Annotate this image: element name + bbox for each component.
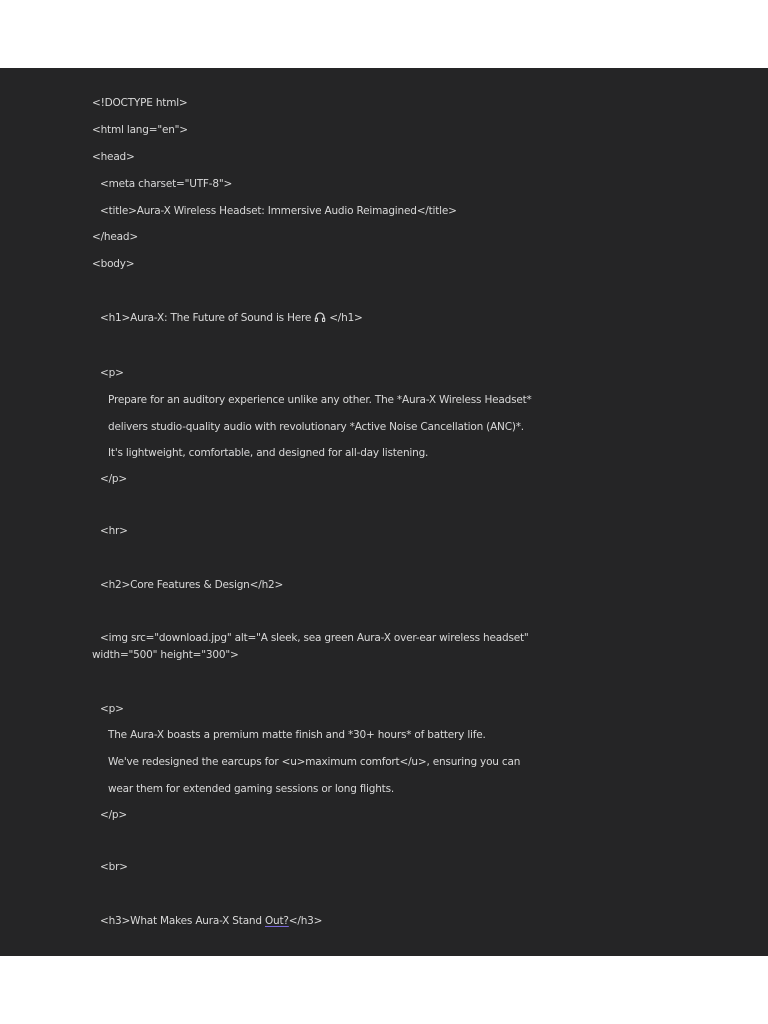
code-text: <meta charset="UTF-8"> <box>100 178 233 190</box>
code-line-doctype <box>0 96 768 110</box>
code-text: <img src="download.jpg" alt="A sleek, sea green Aura-X over-ear wireless headset" <box>100 632 529 644</box>
code-line-html-open <box>0 123 768 137</box>
code-line-head-close <box>0 230 768 244</box>
code-line-hr <box>0 524 768 538</box>
code-line-p-open <box>0 702 768 716</box>
code-line-p-close <box>0 808 768 822</box>
code-text: <!DOCTYPE html> <box>92 97 188 109</box>
code-text: width="500" height="300"> <box>92 649 239 661</box>
code-line-body-open <box>0 257 768 271</box>
code-text: <h1>Aura-X: The Future of Sound is Here <box>100 312 312 324</box>
underlined-word: Out? <box>264 915 289 927</box>
code-text: Prepare for an auditory experience unlike any other. The *Aura-X Wireless Headset* <box>108 394 532 406</box>
code-text: <p> <box>100 367 124 379</box>
code-text: delivers studio-quality audio with revolutionary *Active Noise Cancellation (ANC)*. <box>108 421 524 433</box>
code-line-p-close <box>0 472 768 486</box>
code-text: <br> <box>100 861 128 873</box>
code-line-img-size <box>0 648 768 662</box>
code-line-p1-text <box>0 446 768 460</box>
code-line-img <box>0 631 768 645</box>
code-line-p2-text <box>0 728 768 742</box>
code-text: <head> <box>92 151 135 163</box>
code-line-p2-text <box>0 782 768 796</box>
code-text: </head> <box>92 231 138 243</box>
code-text: </h3> <box>288 915 323 927</box>
code-line-h3 <box>0 914 768 928</box>
code-text: wear them for extended gaming sessions or long flights. <box>108 783 394 795</box>
code-panel <box>0 68 768 956</box>
code-line-br <box>0 860 768 874</box>
code-text: <hr> <box>100 525 128 537</box>
code-line-h1 <box>0 311 768 325</box>
headphones-icon <box>314 311 326 323</box>
code-text: <h3>What Makes Aura-X Stand <box>100 915 265 927</box>
code-text: </p> <box>100 809 127 821</box>
code-text: </p> <box>100 473 127 485</box>
code-text: </h1> <box>329 312 363 324</box>
code-line-p1-text <box>0 420 768 434</box>
code-text: <body> <box>92 258 135 270</box>
code-text: <html lang="en"> <box>92 124 188 136</box>
code-text: <h2>Core Features & Design</h2> <box>100 579 284 591</box>
code-text: <title>Aura-X Wireless Headset: Immersive Audio Reimagined</title> <box>100 205 457 217</box>
code-line-title <box>0 204 768 218</box>
code-text: The Aura-X boasts a premium matte finish and *30+ hours* of battery life. <box>108 729 486 741</box>
code-line-p1-text <box>0 393 768 407</box>
code-line-h2 <box>0 578 768 592</box>
code-line-meta <box>0 177 768 191</box>
code-line-p2-text <box>0 755 768 769</box>
code-text: It's lightweight, comfortable, and designed for all-day listening. <box>108 447 429 459</box>
code-line-head-open <box>0 150 768 164</box>
code-text: We've redesigned the earcups for <u>maximum comfort</u>, ensuring you can <box>108 756 521 768</box>
code-text: <p> <box>100 703 124 715</box>
code-line-p-open <box>0 366 768 380</box>
